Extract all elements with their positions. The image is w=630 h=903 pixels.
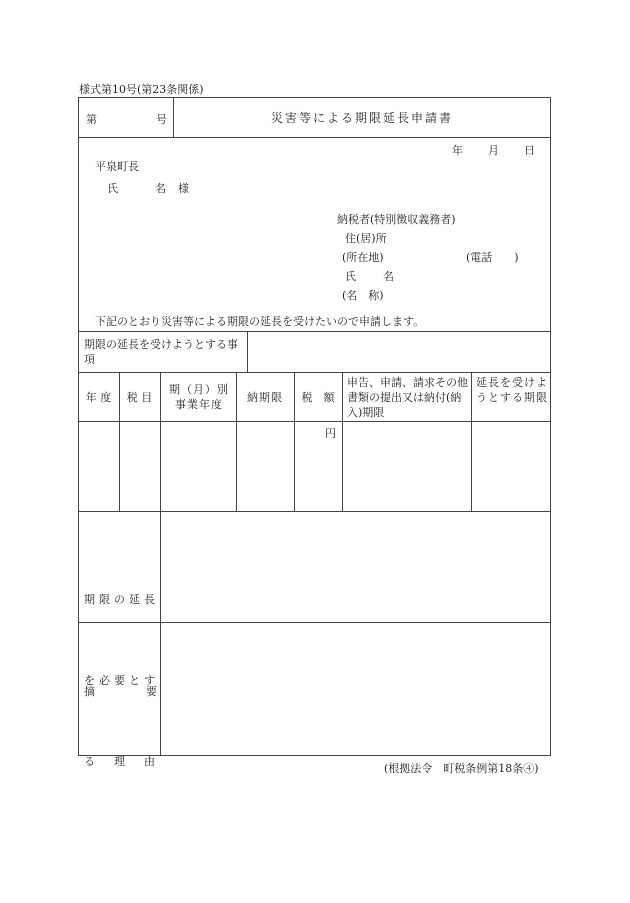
legal-basis: (根拠法令 町税条例第18条④) <box>384 762 539 775</box>
divider <box>160 372 161 756</box>
number-label-left: 第 <box>86 113 97 126</box>
divider <box>78 511 551 512</box>
date-month-label: 月 <box>488 144 499 157</box>
col-header-year: 年 度 <box>85 390 112 404</box>
divider <box>342 372 343 511</box>
reason-label <box>84 532 159 802</box>
reason-label-line: を必要とす <box>84 674 159 687</box>
address-label: 住(居)所 <box>345 232 387 245</box>
name-label-left: 氏 <box>345 270 356 283</box>
date-day-label: 日 <box>524 144 535 157</box>
reason-label-line: 期限の延長 <box>84 593 159 606</box>
col-header-extension-deadline: 延長を受けようとする期限 <box>476 376 548 404</box>
col-header-amount: 税 額 <box>301 390 335 404</box>
col-header-filing-deadline: 申告、申請、請求その他書類の提出又は納付(納入)期限 <box>347 376 468 419</box>
addressee-title: 平泉町長 <box>95 160 139 173</box>
divider <box>78 137 551 138</box>
matter-label: 期限の延長を受けようとする事項 <box>84 338 238 366</box>
col-header-period: 期（月）別事業年度 <box>169 383 229 411</box>
divider <box>471 372 472 511</box>
yen-unit: 円 <box>325 427 336 440</box>
form-title: 災害等による期限延長申請書 <box>270 110 453 125</box>
date-year-label: 年 <box>452 144 463 157</box>
phone-label: (電話 ) <box>466 251 519 264</box>
name-label-right: 名 <box>383 270 394 283</box>
location-label: (所在地) <box>342 251 384 264</box>
divider <box>247 331 248 372</box>
addressee-name-left: 氏 <box>107 182 118 195</box>
col-header-tax-item: 税 目 <box>126 390 153 404</box>
number-label-right: 号 <box>156 113 167 126</box>
form-style-label: 様式第10号(第23条関係) <box>79 83 204 96</box>
addressee-honorific: 様 <box>178 182 189 195</box>
summary-label-right: 要 <box>146 685 157 698</box>
request-sentence: 下記のとおり災害等による期限の延長を受けたいので申請します。 <box>95 315 425 328</box>
taxpayer-label: 納税者(特別徴収義務者) <box>337 213 456 226</box>
col-header-deadline: 納期限 <box>247 390 283 404</box>
summary-label-left: 摘 <box>84 685 95 698</box>
divider <box>78 421 551 422</box>
addressee-name-mid: 名 <box>155 182 166 195</box>
entity-name-label: (名 称) <box>342 289 384 302</box>
divider <box>78 331 551 332</box>
reason-label-line: る 理 由 <box>84 755 159 768</box>
